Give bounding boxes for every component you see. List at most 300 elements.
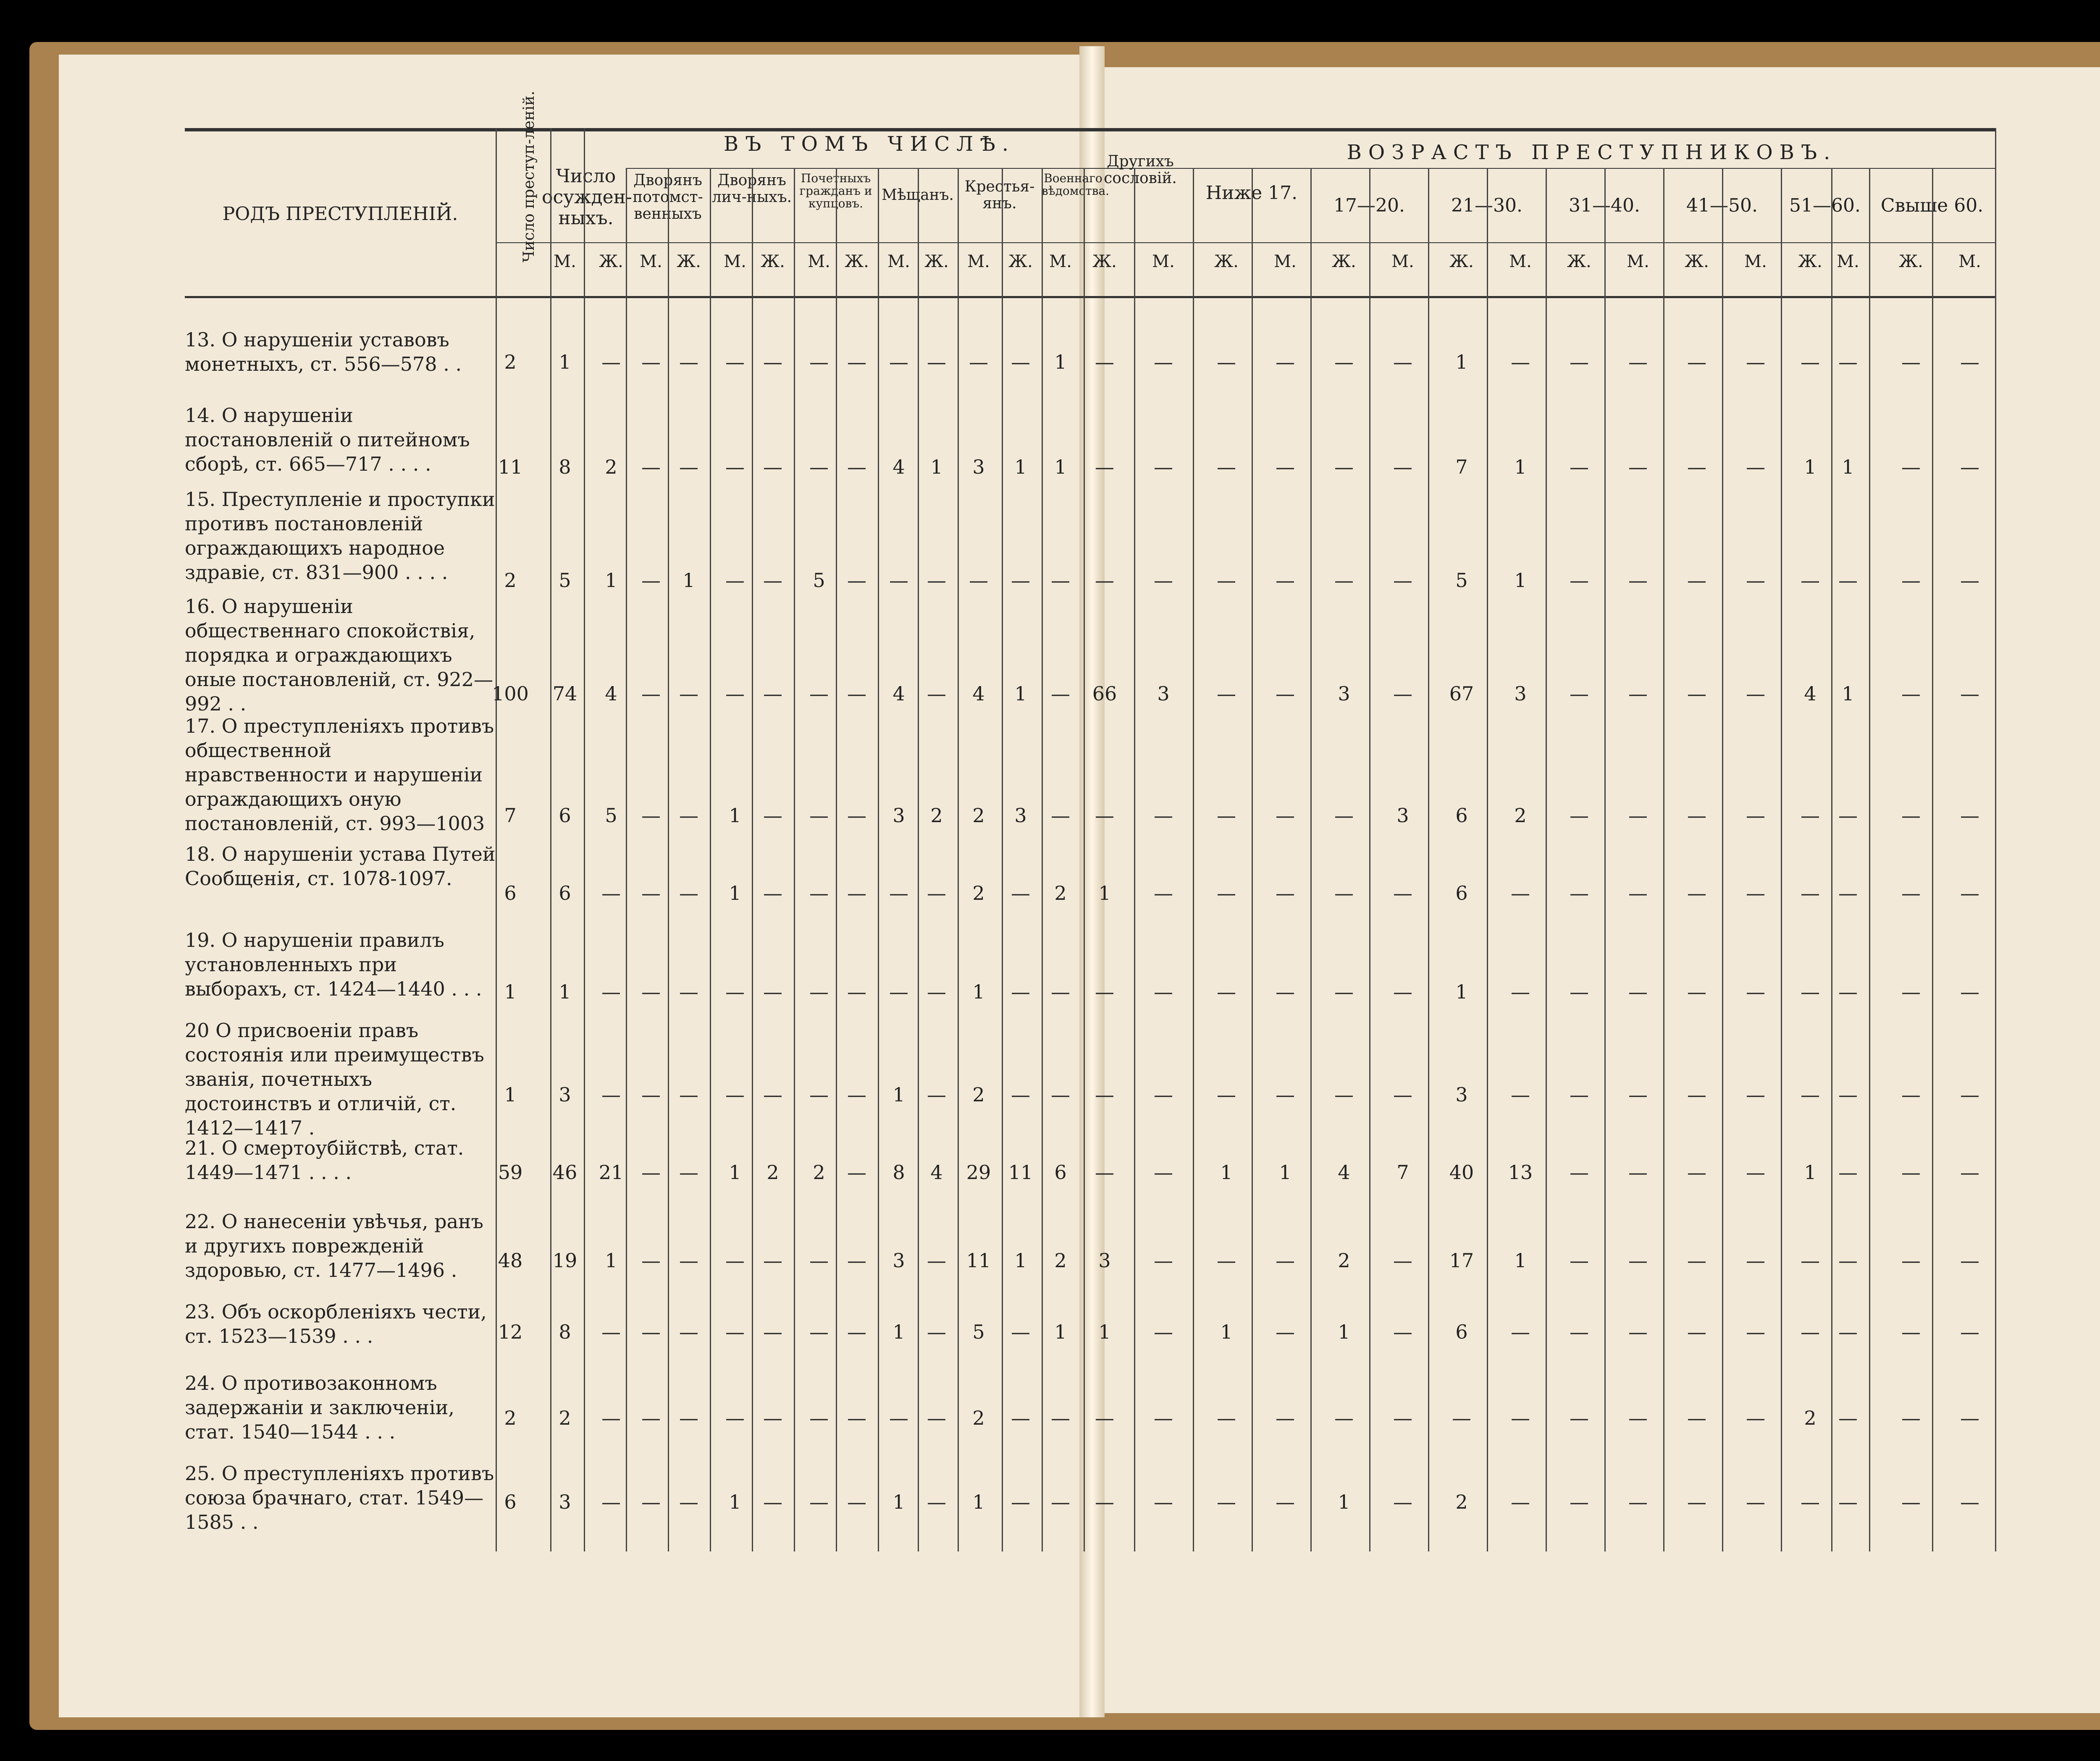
table-cell: —	[725, 1407, 745, 1429]
table-cell: —	[1393, 682, 1412, 705]
table-cell: —	[1217, 1249, 1236, 1272]
table-cell: —	[1960, 980, 1979, 1003]
m-header: М.	[640, 252, 662, 271]
table-cell: —	[1154, 804, 1173, 827]
table-cell: —	[1570, 1083, 1589, 1106]
m-header: М.	[1958, 252, 1981, 271]
age-under-17: Ниже 17.	[1205, 182, 1298, 204]
table-cell: —	[641, 1407, 661, 1429]
table-cell: —	[601, 1491, 621, 1513]
table-cell: 2	[559, 1407, 571, 1429]
table-cell: 5	[605, 804, 617, 827]
m-header: М.	[1391, 252, 1414, 271]
table-cell: —	[889, 351, 908, 373]
table-cell: —	[1217, 456, 1236, 478]
table-cell: —	[1393, 456, 1412, 478]
table-cell: —	[725, 1083, 745, 1106]
table-cell: —	[809, 1407, 829, 1429]
table-cell: 2	[972, 882, 985, 904]
table-cell: —	[1217, 882, 1236, 904]
m-header: М.	[1274, 252, 1297, 271]
table-cell: —	[1746, 456, 1765, 478]
table-cell: 1	[559, 980, 571, 1003]
crime-label: 24. О противозаконномъ задержаніи и заключеніи, стат. 1540—1544 . . .	[185, 1372, 455, 1443]
table-cell: 4	[972, 682, 985, 705]
table-cell: —	[1570, 804, 1589, 827]
zh-header: Ж.	[1214, 252, 1239, 271]
zh-header: Ж.	[1008, 252, 1033, 271]
table-cell: 2	[1455, 1491, 1468, 1513]
table-cell: —	[1901, 682, 1921, 705]
zh-header: Ж.	[1685, 252, 1709, 271]
table-cell: —	[1687, 1083, 1706, 1106]
header-mz-rule	[496, 242, 1995, 243]
table-cell: 29	[966, 1161, 991, 1184]
table-cell: —	[1154, 351, 1173, 373]
table-cell: 2	[813, 1161, 825, 1184]
table-cell: 2	[972, 1083, 985, 1106]
table-cell: —	[1960, 882, 1979, 904]
table-cell: —	[1746, 351, 1765, 373]
table-cell: —	[1960, 804, 1979, 827]
table-cell: —	[1095, 804, 1114, 827]
table-cell: —	[725, 980, 745, 1003]
table-cell: —	[1276, 882, 1295, 904]
table-cell: —	[809, 882, 829, 904]
peasants-header: Крестья-янъ.	[964, 178, 1035, 212]
table-cell: 2	[1054, 882, 1067, 904]
table-cell: —	[1960, 1407, 1979, 1429]
zh-header: Ж.	[924, 252, 949, 271]
statistics-table	[185, 91, 1995, 1560]
table-cell: 1	[605, 569, 617, 592]
table-cell: 11	[498, 456, 523, 478]
age-17-20: 17—20.	[1334, 195, 1405, 216]
table-cell: —	[1746, 882, 1765, 904]
table-cell: —	[1687, 351, 1706, 373]
table-cell: —	[1628, 456, 1648, 478]
table-cell: —	[1960, 569, 1979, 592]
table-cell: —	[847, 1083, 866, 1106]
table-cell: —	[1746, 569, 1765, 592]
table-cell: —	[679, 1161, 698, 1184]
column-rule	[1781, 168, 1782, 1551]
table-cell: —	[1628, 980, 1648, 1003]
table-cell: 5	[972, 1321, 985, 1343]
table-cell: —	[1838, 351, 1858, 373]
table-cell: —	[847, 1321, 866, 1343]
m-header: М.	[967, 252, 990, 271]
table-cell: —	[847, 804, 866, 827]
column-rule	[1002, 168, 1003, 1551]
table-cell: —	[1511, 980, 1530, 1003]
table-cell: —	[679, 804, 698, 827]
m-header: М.	[808, 252, 830, 271]
table-cell: —	[1628, 882, 1648, 904]
table-cell: 1	[1014, 1249, 1027, 1272]
table-cell: 1	[1455, 980, 1468, 1003]
table-cell: —	[1628, 682, 1648, 705]
table-cell: —	[809, 682, 829, 705]
table-cell: —	[1628, 1407, 1648, 1429]
crime-label: 19. О нарушеніи правилъ установленныхъ при выборахъ, ст. 1424—1440 . . .	[185, 929, 482, 1000]
table-cell: 1	[892, 1491, 905, 1513]
table-cell: —	[1217, 682, 1236, 705]
table-cell: 1	[1220, 1161, 1233, 1184]
m-header: М.	[887, 252, 910, 271]
table-cell: —	[847, 882, 866, 904]
num-convicted-header: Число осужден-ныхъ.	[542, 165, 632, 229]
table-cell: —	[725, 682, 745, 705]
table-cell: —	[763, 1083, 782, 1106]
table-cell: 40	[1449, 1161, 1474, 1184]
column-rule	[1310, 168, 1312, 1551]
table-cell: 2	[1054, 1249, 1067, 1272]
table-cell: 1	[1514, 456, 1527, 478]
table-cell: —	[1746, 1249, 1765, 1272]
table-cell: —	[1276, 1321, 1295, 1343]
hereditary-nobles-header: Дворянъ потомст-венныхъ	[633, 172, 703, 223]
age-header: ВОЗРАСТЪ ПРЕСТУПНИКОВЪ.	[1347, 141, 1837, 164]
table-cell: —	[679, 1491, 698, 1513]
table-cell: 1	[504, 1083, 517, 1106]
table-cell: —	[641, 682, 661, 705]
zh-header: Ж.	[761, 252, 785, 271]
table-cell: —	[1334, 569, 1354, 592]
table-cell: 1	[1054, 1321, 1067, 1343]
table-cell: 2	[972, 1407, 985, 1429]
table-cell: —	[1628, 1321, 1648, 1343]
table-cell: —	[679, 456, 698, 478]
column-rule	[1042, 168, 1043, 1551]
table-cell: —	[1801, 1249, 1820, 1272]
table-cell: —	[1011, 1407, 1030, 1429]
column-rule	[958, 168, 959, 1551]
m-header: М.	[1744, 252, 1767, 271]
table-cell: —	[927, 980, 946, 1003]
age-21-30: 21—30.	[1451, 195, 1522, 216]
table-cell: 6	[1455, 804, 1468, 827]
table-cell: 7	[1396, 1161, 1409, 1184]
table-cell: —	[641, 1083, 661, 1106]
table-cell: —	[1154, 1161, 1173, 1184]
table-cell: —	[1154, 1083, 1173, 1106]
table-cell: 4	[1804, 682, 1816, 705]
table-cell: 5	[559, 569, 571, 592]
column-rule	[794, 168, 795, 1551]
table-cell: —	[763, 569, 782, 592]
table-cell: 17	[1449, 1249, 1474, 1272]
table-cell: 1	[1338, 1321, 1350, 1343]
table-cell: —	[1901, 569, 1921, 592]
table-cell: —	[1217, 804, 1236, 827]
table-cell: —	[725, 351, 745, 373]
table-cell: —	[1095, 569, 1114, 592]
column-rule	[752, 168, 753, 1551]
table-cell: 1	[1098, 882, 1111, 904]
table-cell: 3	[892, 804, 905, 827]
column-rule	[1831, 168, 1832, 1551]
zh-header: Ж.	[1092, 252, 1117, 271]
table-cell: —	[1687, 1407, 1706, 1429]
table-cell: —	[1011, 351, 1030, 373]
table-cell: —	[1334, 882, 1354, 904]
table-cell: —	[847, 980, 866, 1003]
table-cell: —	[1334, 980, 1354, 1003]
table-cell: —	[1960, 1161, 1979, 1184]
table-cell: —	[1154, 569, 1173, 592]
table-cell: —	[1628, 1249, 1648, 1272]
crime-label: 23. Объ оскорбленіяхъ чести, ст. 1523—1539 . . .	[185, 1300, 487, 1347]
table-cell: —	[1901, 1083, 1921, 1106]
age-over-60: Свыше 60.	[1880, 195, 1984, 216]
table-cell: —	[641, 804, 661, 827]
header-bottom-rule	[185, 296, 1995, 298]
zh-header: Ж.	[1798, 252, 1822, 271]
table-cell: —	[1628, 1161, 1648, 1184]
table-cell: —	[601, 1321, 621, 1343]
column-rule	[1663, 168, 1664, 1551]
table-cell: —	[847, 351, 866, 373]
table-cell: —	[1154, 456, 1173, 478]
table-cell: 3	[1455, 1083, 1468, 1106]
table-cell: —	[1393, 351, 1412, 373]
table-cell: —	[1334, 351, 1354, 373]
table-cell: —	[1801, 351, 1820, 373]
honorary-citizens-header: Почетныхъ гражданъ и купцовъ.	[799, 171, 872, 210]
table-cell: —	[1687, 882, 1706, 904]
table-cell: —	[1746, 682, 1765, 705]
crime-label: 25. О преступленіяхъ противъ союза брачнаго, стат. 1549—1585 . .	[185, 1462, 494, 1533]
table-cell: —	[1628, 1083, 1648, 1106]
table-cell: 5	[813, 569, 825, 592]
table-cell: —	[1687, 1491, 1706, 1513]
table-cell: —	[679, 351, 698, 373]
table-cell: —	[763, 980, 782, 1003]
table-cell: —	[1960, 351, 1979, 373]
column-rule	[1722, 168, 1723, 1551]
table-cell: —	[1011, 569, 1030, 592]
column-rule	[836, 168, 837, 1551]
table-cell: —	[763, 1491, 782, 1513]
table-cell: 1	[1014, 682, 1027, 705]
crime-label: 13. О нарушеніи уставовъ монетныхъ, ст. 556—578 . .	[185, 328, 462, 375]
table-cell: —	[927, 882, 946, 904]
m-header: М.	[1627, 252, 1649, 271]
zh-header: Ж.	[1567, 252, 1591, 271]
meshchane-header: Мѣщанъ.	[882, 186, 954, 204]
table-cell: —	[641, 569, 661, 592]
table-cell: 100	[492, 682, 529, 705]
table-cell: —	[1901, 804, 1921, 827]
table-cell: 2	[930, 804, 943, 827]
table-cell: —	[1011, 1083, 1030, 1106]
table-cell: —	[1095, 980, 1114, 1003]
table-cell: —	[1746, 1491, 1765, 1513]
table-cell: —	[1901, 1407, 1921, 1429]
table-cell: 1	[930, 456, 943, 478]
table-cell: —	[1452, 1407, 1471, 1429]
table-cell: 4	[605, 682, 617, 705]
table-cell: —	[1687, 569, 1706, 592]
table-cell: —	[1393, 882, 1412, 904]
table-cell: —	[969, 569, 988, 592]
table-cell: —	[1095, 1407, 1114, 1429]
table-cell: 1	[682, 569, 695, 592]
table-cell: —	[763, 1407, 782, 1429]
table-cell: —	[1276, 1083, 1295, 1106]
table-cell: 6	[1455, 882, 1468, 904]
table-cell: —	[1511, 882, 1530, 904]
table-cell: —	[679, 1249, 698, 1272]
table-cell: —	[763, 1249, 782, 1272]
table-cell: —	[1687, 456, 1706, 478]
table-cell: —	[1095, 456, 1114, 478]
table-cell: 3	[1338, 682, 1350, 705]
table-cell: —	[1217, 569, 1236, 592]
table-cell: —	[1393, 1407, 1412, 1429]
age-41-50: 41—50.	[1686, 195, 1758, 216]
table-cell: 1	[559, 351, 571, 373]
table-cell: —	[1901, 882, 1921, 904]
table-cell: —	[1393, 1321, 1412, 1343]
table-cell: —	[1095, 351, 1114, 373]
table-cell: 67	[1449, 682, 1474, 705]
table-cell: —	[847, 1491, 866, 1513]
table-cell: —	[641, 1321, 661, 1343]
table-cell: —	[927, 351, 946, 373]
crime-label: 20 О присвоеніи правъ состоянія или преимуществъ званія, почетныхъ достоинствъ и отличій, ст. 1412—1417 .	[185, 1019, 484, 1139]
table-cell: —	[601, 882, 621, 904]
table-cell: 1	[1514, 569, 1527, 592]
table-cell: —	[1217, 980, 1236, 1003]
table-cell: 1	[1054, 351, 1067, 373]
table-cell: —	[1095, 1161, 1114, 1184]
table-cell: —	[969, 351, 988, 373]
table-cell: —	[1051, 1083, 1070, 1106]
table-cell: —	[1217, 1083, 1236, 1106]
table-cell: —	[1838, 980, 1858, 1003]
table-cell: —	[1838, 1083, 1858, 1106]
table-cell: 1	[1455, 351, 1468, 373]
table-cell: —	[1838, 1407, 1858, 1429]
column-rule	[1546, 168, 1547, 1551]
table-cell: —	[1570, 351, 1589, 373]
table-cell: —	[1801, 980, 1820, 1003]
table-cell: 6	[1054, 1161, 1067, 1184]
table-cell: —	[763, 1321, 782, 1343]
table-cell: —	[1838, 1249, 1858, 1272]
table-cell: —	[1154, 1407, 1173, 1429]
table-cell: —	[1511, 351, 1530, 373]
table-cell: —	[1960, 1083, 1979, 1106]
table-cell: 2	[1338, 1249, 1350, 1272]
table-cell: —	[1095, 1083, 1114, 1106]
table-cell: —	[1801, 1083, 1820, 1106]
table-cell: —	[1746, 804, 1765, 827]
table-cell: —	[679, 1083, 698, 1106]
military-header: Военнаго вѣдомства.	[1042, 171, 1110, 198]
table-cell: —	[725, 456, 745, 478]
m-header: М.	[554, 252, 576, 271]
table-cell: 1	[1338, 1491, 1350, 1513]
table-cell: —	[1051, 980, 1070, 1003]
crime-label: 16. О нарушеніи общественнаго спокойствія, порядка и ограждающихъ оные постановленій, ст. 922—992 . .	[185, 595, 494, 715]
table-cell: 2	[605, 456, 617, 478]
table-cell: 74	[552, 682, 578, 705]
table-cell: —	[641, 456, 661, 478]
table-cell: —	[1570, 456, 1589, 478]
table-cell: —	[1570, 1321, 1589, 1343]
table-cell: —	[1334, 804, 1354, 827]
column-rule	[878, 168, 879, 1551]
table-cell: —	[809, 980, 829, 1003]
table-cell: 1	[729, 804, 741, 827]
table-cell: —	[847, 456, 866, 478]
table-cell: 3	[559, 1083, 571, 1106]
zh-header: Ж.	[845, 252, 869, 271]
table-cell: —	[1801, 804, 1820, 827]
table-cell: —	[1570, 1249, 1589, 1272]
table-cell: —	[1276, 682, 1295, 705]
table-cell: —	[763, 682, 782, 705]
table-cell: —	[1051, 682, 1070, 705]
table-cell: —	[1838, 804, 1858, 827]
crime-label: 17. О преступленіяхъ противъ общественной нравственности и нарушеніи ограждающихъ оную постановленій, ст. 993—1003	[185, 715, 494, 835]
table-cell: —	[1334, 1407, 1354, 1429]
table-cell: —	[927, 1083, 946, 1106]
column-rule	[1084, 168, 1085, 1551]
column-rule	[1604, 168, 1606, 1551]
table-cell: —	[1276, 569, 1295, 592]
table-cell: 3	[1098, 1249, 1111, 1272]
column-rule	[1193, 168, 1194, 1551]
table-cell: —	[725, 1249, 745, 1272]
table-cell: —	[809, 456, 829, 478]
table-cell: —	[1960, 456, 1979, 478]
table-cell: —	[1901, 1249, 1921, 1272]
table-cell: —	[1154, 980, 1173, 1003]
column-rule	[1252, 168, 1253, 1551]
table-cell: 3	[972, 456, 985, 478]
table-cell: —	[601, 1083, 621, 1106]
table-cell: —	[1901, 1491, 1921, 1513]
table-cell: —	[601, 1407, 621, 1429]
table-cell: 1	[892, 1321, 905, 1343]
table-cell: —	[1687, 804, 1706, 827]
table-cell: —	[1746, 1407, 1765, 1429]
crime-label: 21. О смертоубійствѣ, стат. 1449—1471 . . . .	[185, 1137, 464, 1184]
table-cell: —	[889, 569, 908, 592]
table-cell: —	[809, 1249, 829, 1272]
table-cell: 1	[729, 882, 741, 904]
table-cell: 7	[1455, 456, 1468, 478]
crime-label: 18. О нарушеніи устава Путей Сообщенія, ст. 1078-1097.	[185, 843, 496, 890]
table-cell: —	[847, 569, 866, 592]
table-cell: —	[1901, 456, 1921, 478]
table-cell: 6	[1455, 1321, 1468, 1343]
table-cell: —	[763, 456, 782, 478]
table-cell: —	[847, 1407, 866, 1429]
table-cell: —	[725, 569, 745, 592]
table-cell: —	[927, 1249, 946, 1272]
table-cell: 13	[1508, 1161, 1533, 1184]
table-cell: 1	[972, 1491, 985, 1513]
table-cell: 1	[729, 1491, 741, 1513]
column-rule	[1869, 168, 1870, 1551]
table-cell: 1	[1842, 456, 1854, 478]
table-cell: —	[927, 1407, 946, 1429]
